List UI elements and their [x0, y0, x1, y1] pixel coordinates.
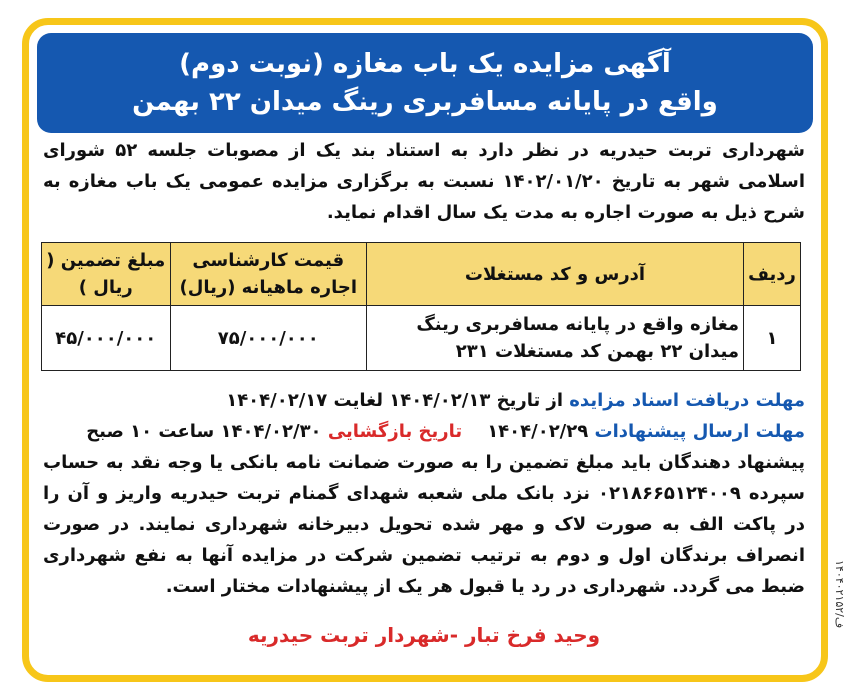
submit-deadline	[43, 416, 805, 447]
terms-paragraph: پیشنهاد دهندگان باید مبلغ تضمین را به صورت ضمانت نامه بانکی یا وجه نقد به حساب سپرده ۰۲۱۸۶۶۵۱۲۴۰۰۹ نزد بانک ملی شعبه شهدای گمنام تربت حیدریه واریز و آن را در پاکت الف به صورت لاک و مهر شده تحویل دبیرخانه شهرداری نمایند. در صورت انصراف برندگان اول و دوم به ترتیب تضمین شرکت در مزایده آنها به نفع شهرداری ضبط می گردد. شهرداری در رد یا قبول هر یک از پیشنهادات مختار است.	[43, 452, 805, 597]
edge-code: ۱۴۰۴۰۲۱۵۲/ف	[833, 560, 846, 629]
header-guarantee: مبلغ تضمین ( ریال )	[42, 243, 171, 306]
cell-radif: ۱	[744, 306, 801, 371]
cell-address: مغازه واقع در پایانه مسافربری رینگ میدان ۲۲ بهمن کد مستغلات ۲۳۱	[366, 306, 743, 371]
opening-date-label: تاریخ بازگشایی	[327, 421, 463, 442]
header-price: قیمت کارشناسی اجاره ماهیانه (ریال)	[170, 243, 366, 306]
auction-table	[41, 242, 801, 371]
notice-frame	[22, 18, 828, 682]
submit-deadline-label: مهلت ارسال پیشنهادات	[594, 421, 805, 442]
receive-deadline-value: از تاریخ ۱۴۰۴/۰۲/۱۳ لغایت ۱۴۰۴/۰۲/۱۷	[226, 390, 564, 411]
notice-body	[43, 385, 805, 602]
cell-guarantee: ۴۵/۰۰۰/۰۰۰	[42, 306, 171, 371]
table-row	[42, 306, 801, 371]
table-header-row	[42, 243, 801, 306]
intro-paragraph: شهرداری تربت حیدریه در نظر دارد به استناد بند یک از مصوبات جلسه ۵۲ شورای اسلامی شهر به تاریخ ۱۴۰۲/۰۱/۲۰ نسبت به برگزاری مزایده عمومی یک باب مغازه به شرح ذیل به صورت اجاره به مدت یک سال اقدام نماید.	[43, 140, 805, 223]
notice-header	[37, 33, 813, 133]
cell-price: ۷۵/۰۰۰/۰۰۰	[170, 306, 366, 371]
notice-title: آگهی مزایده یک باب مغازه (نوبت دوم)	[179, 49, 671, 79]
notice-subtitle: واقع در پایانه مسافربری رینگ میدان ۲۲ بهمن	[132, 87, 718, 117]
header-radif: ردیف	[744, 243, 801, 306]
header-address: آدرس و کد مستغلات	[366, 243, 743, 306]
submit-deadline-value: ۱۴۰۴/۰۲/۲۹	[487, 421, 589, 442]
opening-date-value: ۱۴۰۴/۰۲/۳۰ ساعت ۱۰ صبح	[86, 421, 322, 442]
signature: وحید فرخ تبار -شهردار تربت حیدریه	[247, 623, 601, 647]
receive-deadline-label: مهلت دریافت اسناد مزایده	[569, 390, 805, 411]
receive-deadline	[43, 385, 805, 416]
